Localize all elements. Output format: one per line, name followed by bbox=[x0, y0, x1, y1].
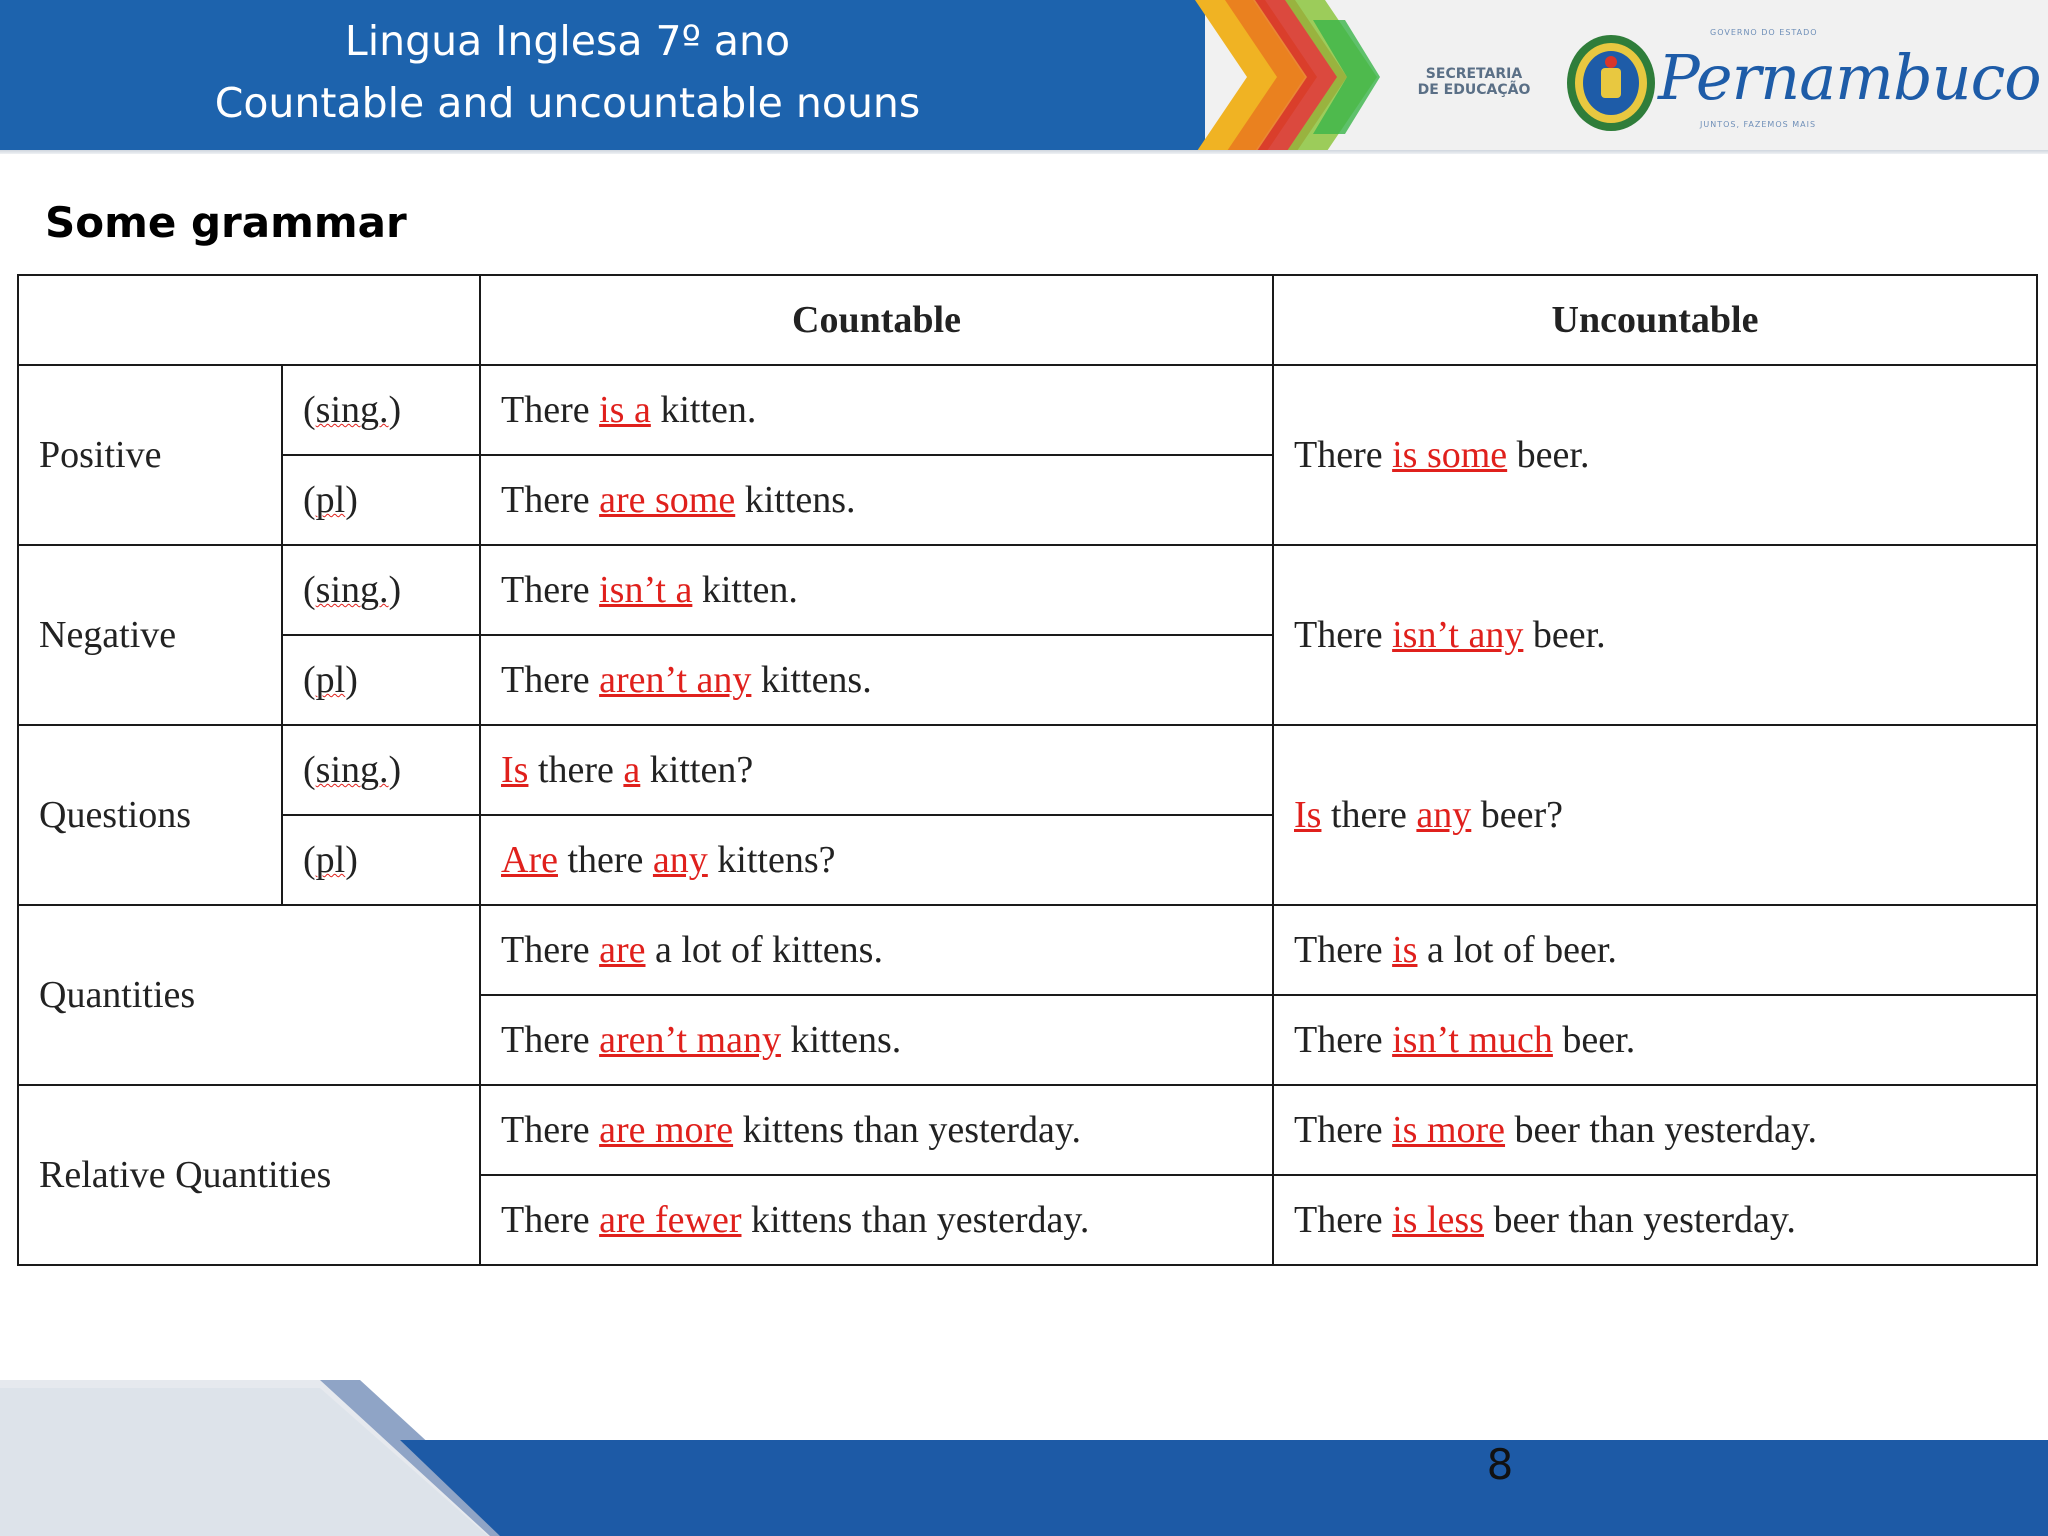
slide-title bbox=[0, 10, 1135, 134]
number-label: (pl) bbox=[282, 815, 480, 905]
number-label: (sing.) bbox=[282, 365, 480, 455]
column-header-countable: Countable bbox=[480, 275, 1273, 365]
countable-example: There isn’t a kitten. bbox=[480, 545, 1273, 635]
government-logo bbox=[1400, 22, 2041, 142]
secretaria-label: SECRETARIA DE EDUCAÇÃO bbox=[1417, 66, 1531, 98]
countable-example: There aren’t any kittens. bbox=[480, 635, 1273, 725]
number-label: (pl) bbox=[282, 635, 480, 725]
header-divider bbox=[0, 150, 2048, 154]
table-corner-cell bbox=[18, 275, 480, 365]
countable-example: Are there any kittens? bbox=[480, 815, 1273, 905]
brand-slogan: JUNTOS, FAZEMOS MAIS bbox=[1700, 120, 1817, 129]
countable-example: There are more kittens than yesterday. bbox=[480, 1085, 1273, 1175]
column-header-uncountable: Uncountable bbox=[1273, 275, 2037, 365]
uncountable-example: There isn’t much beer. bbox=[1273, 995, 2037, 1085]
uncountable-example: There is more beer than yesterday. bbox=[1273, 1085, 2037, 1175]
brand-top-label: GOVERNO DO ESTADO bbox=[1710, 28, 1818, 37]
uncountable-example: There is some beer. bbox=[1273, 365, 2037, 545]
uncountable-example: There isn’t any beer. bbox=[1273, 545, 2037, 725]
brand-name: Pernambuco bbox=[1658, 41, 2041, 114]
row-label-negative: Negative bbox=[18, 545, 282, 725]
page-number: 8 bbox=[1486, 1440, 1514, 1489]
row-label-relative-quantities: Relative Quantities bbox=[18, 1085, 480, 1265]
table-row bbox=[18, 905, 2037, 995]
number-label: (sing.) bbox=[282, 545, 480, 635]
slide-title-line2: Countable and uncountable nouns bbox=[214, 79, 921, 127]
grammar-table bbox=[17, 274, 2038, 1266]
row-label-questions: Questions bbox=[18, 725, 282, 905]
number-label: (sing.) bbox=[282, 725, 480, 815]
chevron-decoration-icon bbox=[1195, 0, 1395, 154]
slide-header bbox=[0, 0, 2048, 154]
footer-band bbox=[0, 1380, 2048, 1536]
section-title: Some grammar bbox=[45, 198, 407, 247]
table-row bbox=[18, 365, 2037, 455]
countable-example: There are a lot of kittens. bbox=[480, 905, 1273, 995]
table-header-row bbox=[18, 275, 2037, 365]
countable-example: There aren’t many kittens. bbox=[480, 995, 1273, 1085]
row-label-quantities: Quantities bbox=[18, 905, 480, 1085]
row-label-positive: Positive bbox=[18, 365, 282, 545]
countable-example: There are some kittens. bbox=[480, 455, 1273, 545]
state-seal-icon bbox=[1564, 32, 1658, 134]
table-row bbox=[18, 545, 2037, 635]
table-row bbox=[18, 1085, 2037, 1175]
uncountable-example: There is a lot of beer. bbox=[1273, 905, 2037, 995]
countable-example: There are fewer kittens than yesterday. bbox=[480, 1175, 1273, 1265]
slide-title-line1: Lingua Inglesa 7º ano bbox=[344, 17, 791, 65]
uncountable-example: There is less beer than yesterday. bbox=[1273, 1175, 2037, 1265]
number-label: (pl) bbox=[282, 455, 480, 545]
table-row bbox=[18, 725, 2037, 815]
countable-example: There is a kitten. bbox=[480, 365, 1273, 455]
uncountable-example: Is there any beer? bbox=[1273, 725, 2037, 905]
countable-example: Is there a kitten? bbox=[480, 725, 1273, 815]
